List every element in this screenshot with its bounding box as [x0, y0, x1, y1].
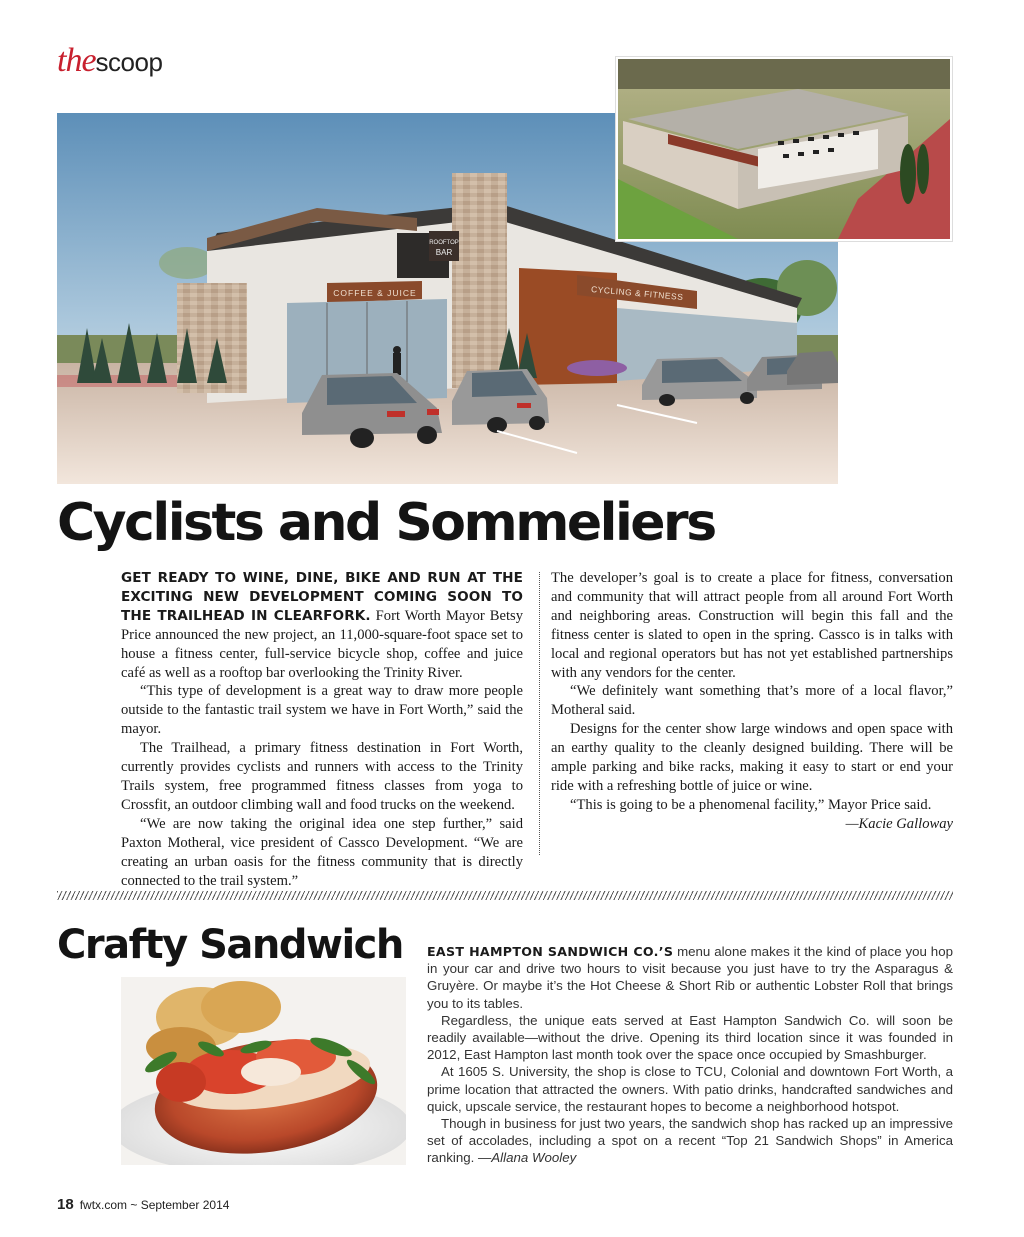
- article2-body: [427, 943, 953, 1167]
- paragraph: “We are now taking the original idea one step further,” said Paxton Motheral, vice president of Cassco Development. “We are creating an urban oasis for the fitness community that is directly connected to the trail system.”: [121, 815, 523, 889]
- footer-text: fwtx.com ~ September 2014: [79, 1198, 230, 1212]
- paragraph: “This is going to be a phenomenal facility,” Mayor Price said.: [570, 796, 932, 813]
- section-name: scoop: [95, 47, 163, 77]
- rooftop-sign-line2: BAR: [435, 248, 453, 257]
- paragraph: At 1605 S. University, the shop is close to TCU, Colonial and downtown Fort Worth, a prime location that attracted the owners. With patio drinks, handcrafted sandwiches and quick, upscale service, the restaurant hopes to become a neighborhood hotspot.: [427, 1064, 953, 1114]
- paragraph: The developer’s goal is to create a place for fitness, conversation and community that will attract people from all around Fort Worth and neighboring areas. Construction will begin this fall and the fitness center is slated to open in the spring. Cassco is in talks with local and regional operators but has not yet established partnerships with any vendors for the center.: [551, 570, 953, 681]
- paragraph: Designs for the center show large windows and open space with an earthy quality to the cleanly designed building. There will be ample parking and bike racks, making it easy to start or end your ride with a refreshing bottle of juice or wine.: [551, 721, 953, 794]
- paragraph-text: Though in business for just two years, the sandwich shop has racked up an impressive set of accolades, including a spot on a recent “Top 21 Sandwich Shops” in America ranking.: [427, 1116, 953, 1166]
- cycling-sign: CYCLING & FITNESS: [590, 283, 684, 303]
- lead-paragraph: [121, 569, 523, 682]
- paragraph: “We definitely want something that’s more of a local flavor,” Motheral said.: [551, 683, 953, 719]
- paragraph: The Trailhead, a primary fitness destination in Fort Worth, currently provides cyclists and runners with access to the Trinity Trails system, free programmed fitness classes from yoga to Crossfit, an outdoor climbing wall and food trucks on the weekend.: [121, 740, 523, 813]
- article-column-2: [551, 569, 953, 834]
- lobster-roll-illustration: [121, 977, 406, 1165]
- aerial-illustration: [618, 59, 950, 239]
- byline: —Kacie Galloway: [845, 815, 953, 832]
- lead-caps: EAST HAMPTON SANDWICH CO.’S: [427, 944, 674, 959]
- section-prefix: the: [57, 42, 96, 79]
- lead-text: menu alone makes it the kind of place you hop in your car and drive two hours to visit because you just have to try the Asparagus & Gruyère. Or maybe it’s the Hot Cheese & Short Rib or authentic Lobster Roll that brings you to its tables.: [427, 944, 953, 1011]
- article2-headline: Crafty Sandwich: [57, 922, 403, 968]
- lead-paragraph: [427, 943, 953, 1012]
- lead-caps: GET READY TO WINE, DINE, BIKE AND RUN AT THE EXCITING NEW DEVELOPMENT COMING SOON TO THE TRAILHEAD IN CLEARFORK.: [121, 570, 523, 624]
- aerial-rendering-inset: [616, 57, 952, 241]
- article-headline: Cyclists and Sommeliers: [57, 493, 715, 553]
- section-tag: [57, 44, 162, 78]
- lobster-roll-photo: [121, 977, 406, 1165]
- rooftop-sign-line1: ROOFTOP: [429, 240, 459, 246]
- paragraph: “This type of development is a great way to draw more people outside to the fantastic trail system we have in Fort Worth,” said the mayor.: [121, 683, 523, 738]
- byline: —Allana Wooley: [474, 1150, 577, 1166]
- article-column-1: [121, 569, 523, 890]
- paragraph: Regardless, the unique eats served at East Hampton Sandwich Co. will soon be readily available—without the drive. Opening its third location since it was founded in 2012, East Hampton last month took over the space once occupied by Smashburger.: [427, 1012, 953, 1063]
- page-number: 18: [57, 1196, 74, 1213]
- paragraph: [427, 1115, 953, 1167]
- section-divider: [57, 891, 953, 900]
- column-divider: [539, 572, 540, 855]
- lead-text: Fort Worth Mayor Betsy Price announced the new project, an 11,000-square-foot space set to house a fitness center, full-service bicycle shop, coffee and juice café as well as a rooftop bar overlooking the Trinity River.: [121, 607, 524, 681]
- page-footer: [57, 1196, 229, 1213]
- coffee-sign: COFFEE & JUICE: [333, 288, 417, 298]
